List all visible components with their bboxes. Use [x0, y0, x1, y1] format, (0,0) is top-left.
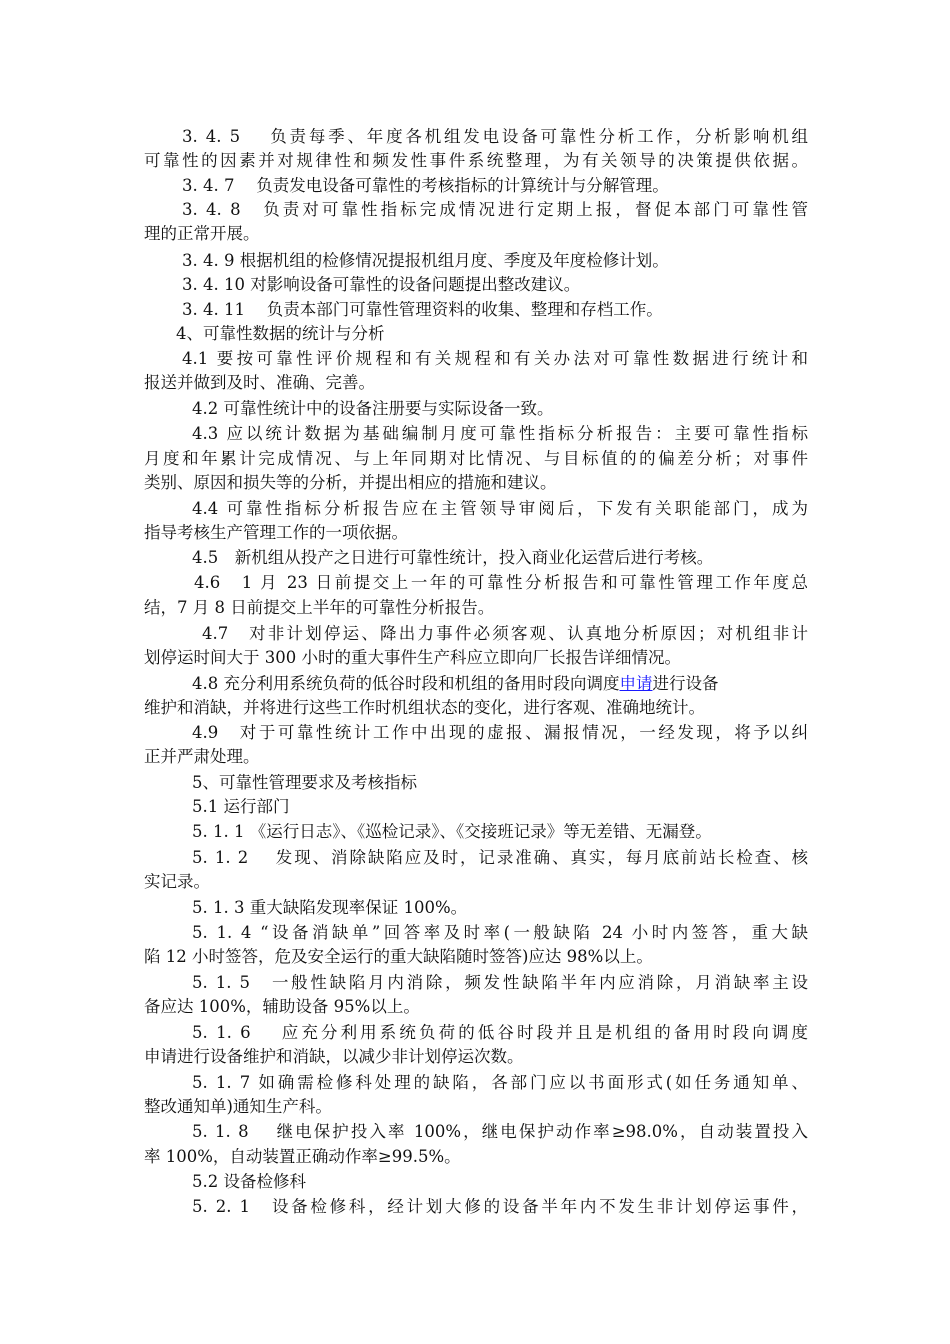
paragraph-line: 5. 1. 7 如确需检修科处理的缺陷，各部门应以书面形式(如任务通知单、 [192, 1073, 808, 1092]
paragraph-line: 5. 1. 8 继电保护投入率 100%，继电保护动作率≥98.0%，自动装置投入 [192, 1122, 808, 1141]
paragraph-line: 类别、原因和损失等的分析，并提出相应的措施和建议。 [144, 473, 557, 492]
paragraph-line: 可靠性的因素并对规律性和频发性事件系统整理，为有关领导的决策提供依据。 [144, 151, 808, 170]
paragraph-line: 5. 1. 3 重大缺陷发现率保证 100%。 [192, 898, 468, 917]
paragraph-line: 理的正常开展。 [144, 224, 260, 243]
paragraph-line: 报送并做到及时、准确、完善。 [144, 373, 375, 392]
paragraph-line: 结，7 月 8 日前提交上半年的可靠性分析报告。 [144, 598, 495, 617]
paragraph-line: 指导考核生产管理工作的一项依据。 [144, 523, 408, 542]
paragraph-line: 3. 4. 8 负责对可靠性指标完成情况进行定期上报，督促本部门可靠性管 [182, 200, 808, 219]
paragraph-line: 4.7 对非计划停运、降出力事件必须客观、认真地分析原因；对机组非计 [202, 624, 808, 643]
subsection-heading: 5.2 设备检修科 [192, 1172, 306, 1191]
section-heading: 4、可靠性数据的统计与分析 [176, 324, 385, 343]
paragraph-line: 率 100%，自动装置正确动作率≥99.5%。 [144, 1147, 461, 1166]
application-link[interactable]: 申请 [619, 674, 653, 693]
section-heading: 5、可靠性管理要求及考核指标 [192, 773, 417, 792]
paragraph-line: 正并严肃处理。 [144, 747, 260, 766]
paragraph-line: 4.9 对于可靠性统计工作中出现的虚报、漏报情况，一经发现，将予以纠 [192, 723, 808, 742]
paragraph-line: 3. 4. 11 负责本部门可靠性管理资料的收集、整理和存档工作。 [182, 300, 663, 319]
paragraph-line: 4.4 可靠性指标分析报告应在主管领导审阅后，下发有关职能部门，成为 [192, 499, 808, 518]
paragraph-line: 5. 2. 1 设备检修科，经计划大修的设备半年内不发生非计划停运事件， [192, 1197, 808, 1216]
paragraph-line: 5. 1. 4 “设备消缺单”回答率及时率(一般缺陷 24 小时内签答，重大缺 [192, 923, 808, 942]
paragraph-line: 维护和消缺，并将进行这些工作时机组状态的变化，进行客观、准确地统计。 [144, 698, 705, 717]
paragraph-line: 实记录。 [144, 872, 210, 891]
paragraph-line: 4.3 应以统计数据为基础编制月度可靠性指标分析报告：主要可靠性指标 [192, 424, 808, 443]
paragraph-line: 5. 1. 6 应充分利用系统负荷的低谷时段并且是机组的备用时段向调度 [192, 1023, 808, 1042]
paragraph-line: 3. 4. 5 负责每季、年度各机组发电设备可靠性分析工作，分析影响机组 [182, 127, 808, 146]
paragraph-line: 4.6 1 月 23 日前提交上一年的可靠性分析报告和可靠性管理工作年度总 [194, 573, 808, 592]
paragraph-text: 4.8 充分利用系统负荷的低谷时段和机组的备用时段向调度 [192, 674, 620, 693]
paragraph-line: 5. 1. 1 《运行日志》、《巡检记录》、《交接班记录》等无差错、无漏登。 [192, 822, 712, 841]
subsection-heading: 5.1 运行部门 [192, 797, 290, 816]
paragraph-line: 划停运时间大于 300 小时的重大事件生产科应立即向厂长报告详细情况。 [144, 648, 681, 667]
paragraph-text: 进行设备 [652, 674, 719, 693]
paragraph-line: 3. 4. 7 负责发电设备可靠性的考核指标的计算统计与分解管理。 [182, 176, 669, 195]
paragraph-line [144, 672, 856, 696]
paragraph-line: 整改通知单)通知生产科。 [144, 1097, 332, 1116]
paragraph-line: 4.5 新机组从投产之日进行可靠性统计，投入商业化运营后进行考核。 [192, 548, 714, 567]
paragraph-line: 月度和年累计完成情况、与上年同期对比情况、与目标值的的偏差分析；对事件 [144, 449, 808, 468]
paragraph-line: 3. 4. 9 根据机组的检修情况提报机组月度、季度及年度检修计划。 [182, 251, 669, 270]
paragraph-line: 4.2 可靠性统计中的设备注册要与实际设备一致。 [192, 399, 554, 418]
paragraph-line: 申请进行设备维护和消缺，以减少非计划停运次数。 [144, 1047, 524, 1066]
paragraph-line: 4.1 要按可靠性评价规程和有关规程和有关办法对可靠性数据进行统计和 [182, 349, 808, 368]
paragraph-line: 备应达 100%，辅助设备 95%以上。 [144, 997, 420, 1016]
paragraph-line: 陷 12 小时签答，危及安全运行的重大缺陷随时签答)应达 98%以上。 [144, 947, 653, 966]
paragraph-line: 3. 4. 10 对影响设备可靠性的设备问题提出整改建议。 [182, 275, 581, 294]
paragraph-line: 5. 1. 2 发现、消除缺陷应及时，记录准确、真实，每月底前站长检查、核 [192, 848, 808, 867]
paragraph-line: 5. 1. 5 一般性缺陷月内消除，频发性缺陷半年内应消除，月消缺率主设 [192, 973, 808, 992]
